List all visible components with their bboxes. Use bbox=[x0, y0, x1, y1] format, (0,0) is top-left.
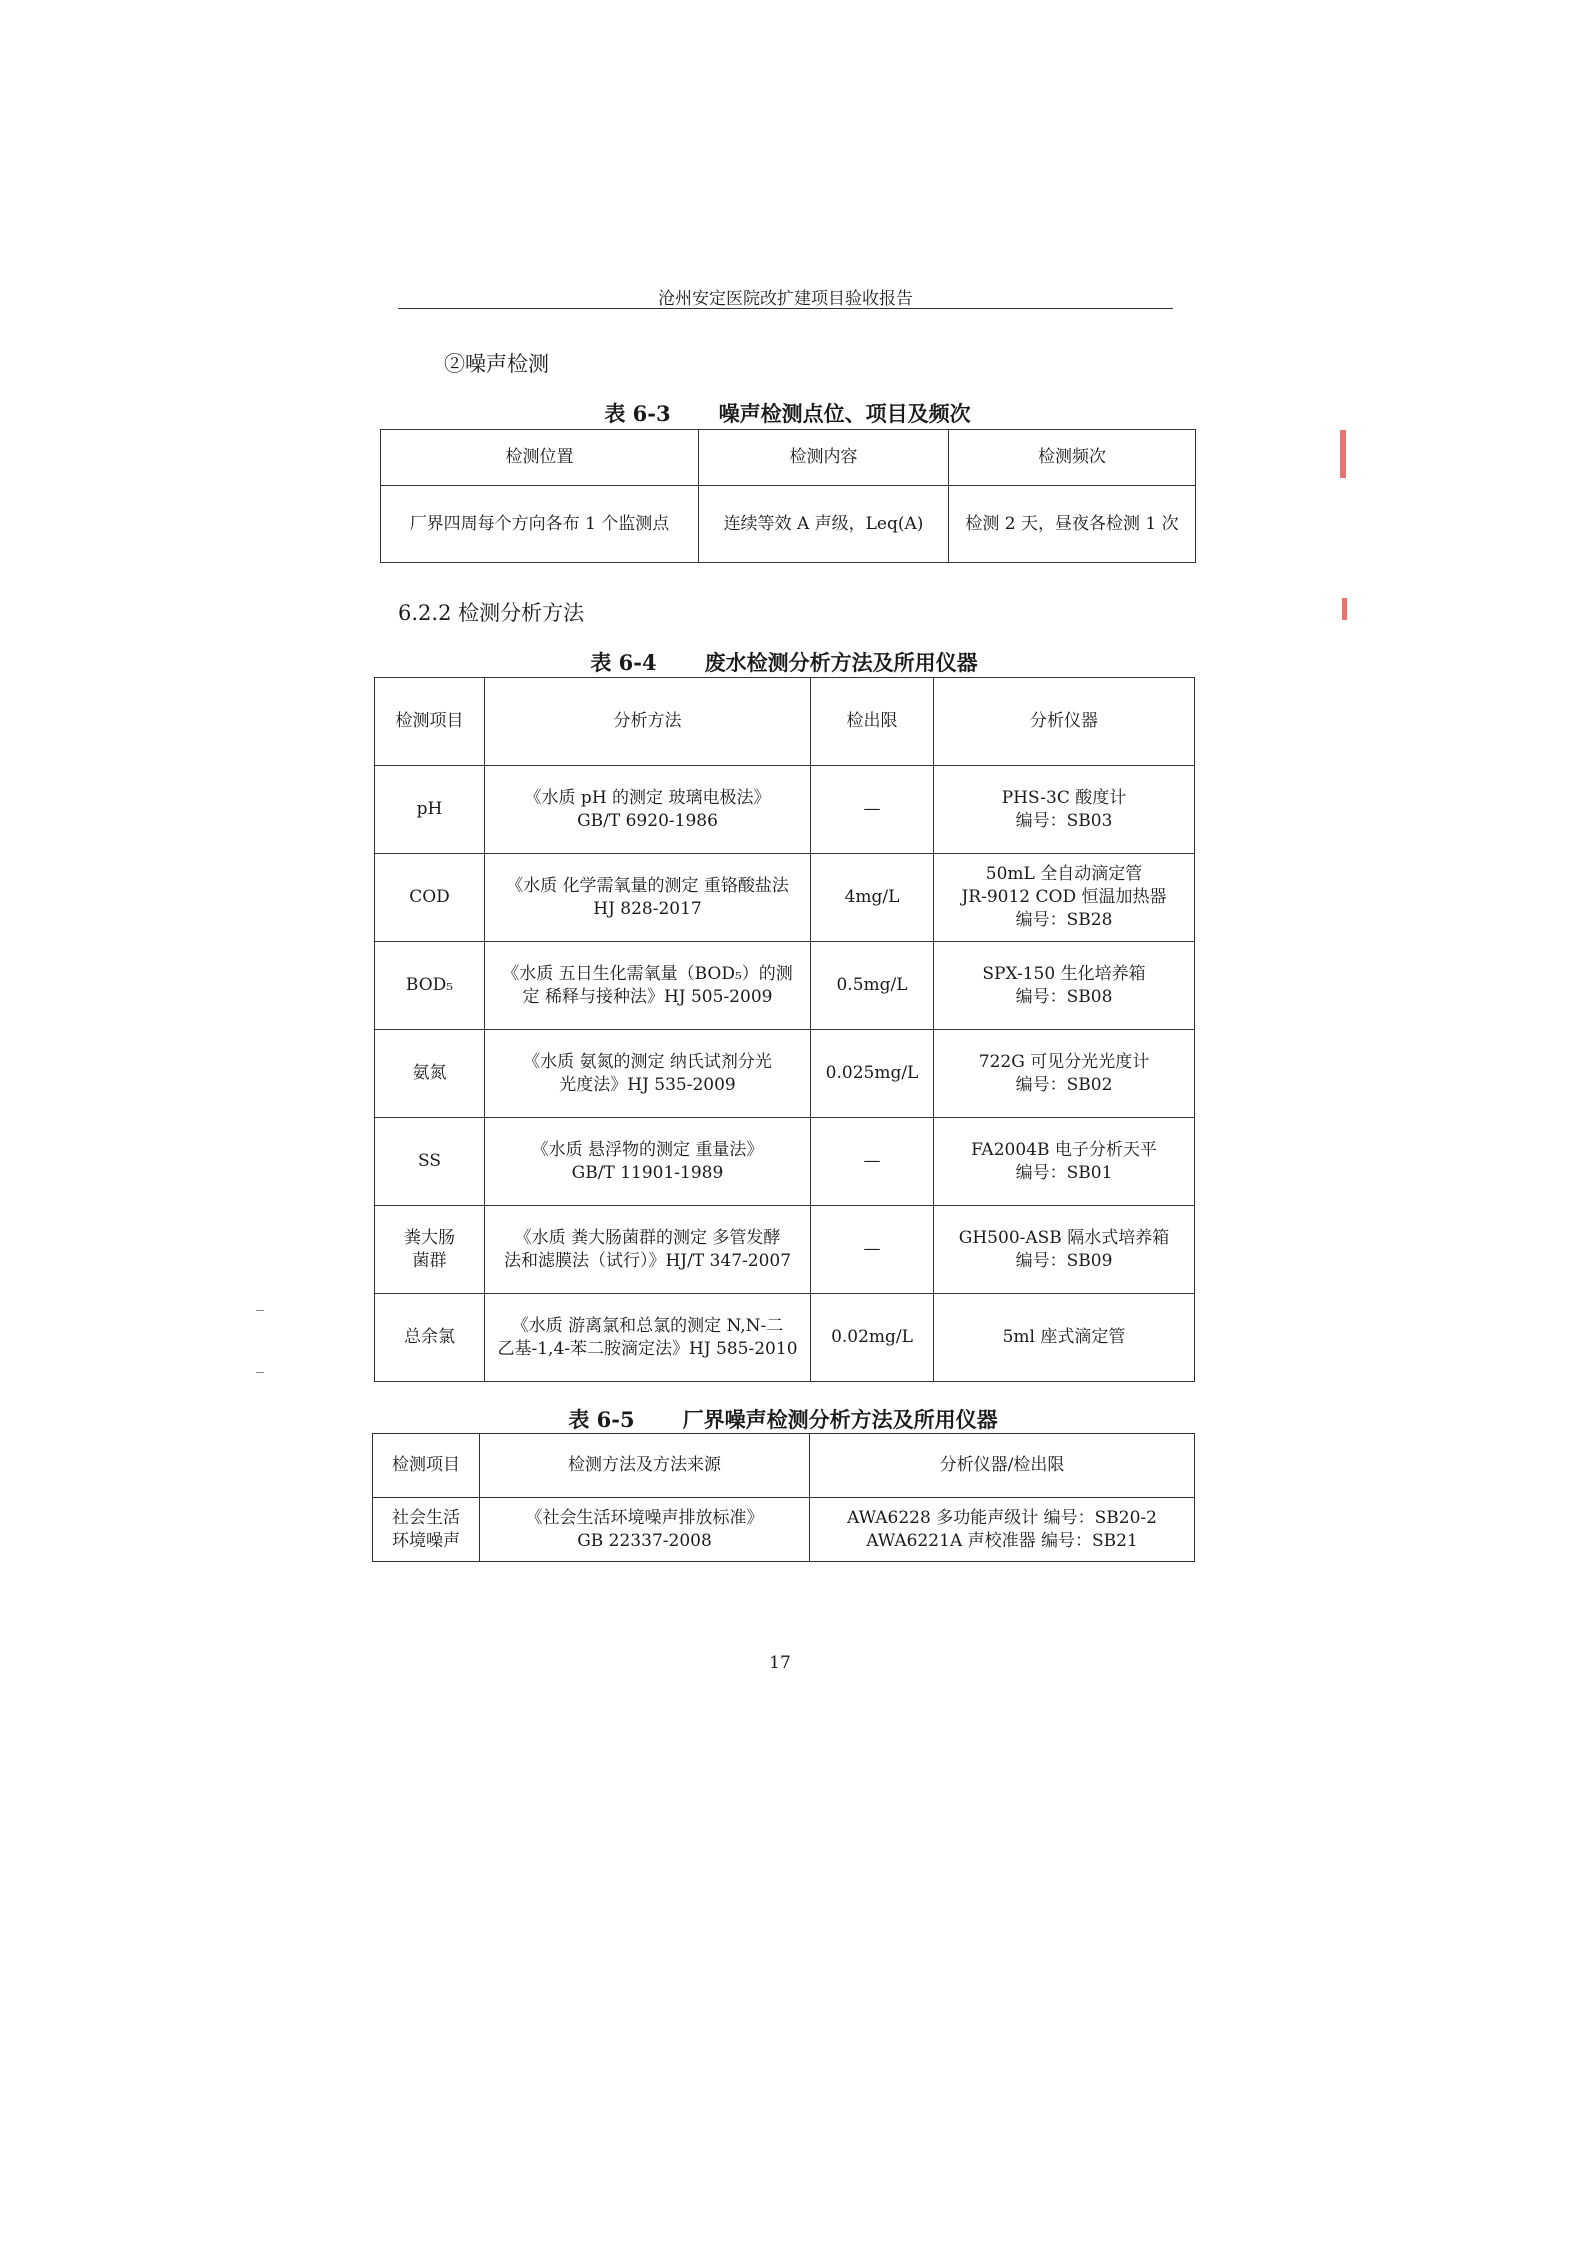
cell-line: 社会生活 bbox=[392, 1507, 460, 1528]
cell-line: pH bbox=[416, 799, 443, 820]
scan-edge-mark bbox=[256, 1372, 264, 1373]
table-6-4-caption-number: 表 6-4 bbox=[590, 650, 657, 675]
page-number: 17 bbox=[769, 1653, 791, 1673]
table-6-3-cell-content: 连续等效 A 声级，Leq(A) bbox=[699, 486, 949, 563]
cell-line: 《水质 粪大肠菌群的测定 多管发酵 bbox=[514, 1227, 781, 1248]
cell-line: 《水质 五日生化需氧量（BOD₅）的测 bbox=[502, 963, 793, 984]
table-row bbox=[375, 1206, 1195, 1294]
table-6-4-cell-method bbox=[485, 1118, 811, 1206]
cell-line: BOD₅ bbox=[405, 975, 454, 996]
table-6-3-header-row bbox=[381, 430, 1196, 486]
table-6-4-cell-method bbox=[485, 766, 811, 854]
table-6-4-cell-method bbox=[485, 942, 811, 1030]
seal-stamp-fragment bbox=[1342, 598, 1347, 620]
table-6-3 bbox=[380, 429, 1196, 563]
cell-line: GB 22337-2008 bbox=[577, 1530, 712, 1551]
table-6-4 bbox=[374, 677, 1195, 1382]
cell-line: 氨氮 bbox=[412, 1063, 447, 1084]
cell-line: 《水质 pH 的测定 玻璃电极法》 bbox=[524, 787, 771, 808]
cell-line: 定 稀释与接种法》HJ 505-2009 bbox=[522, 986, 773, 1007]
cell-line: 50mL 全自动滴定管 bbox=[985, 864, 1143, 885]
cell-line: 《水质 游离氯和总氯的测定 N,N-二 bbox=[511, 1315, 784, 1336]
table-6-5 bbox=[372, 1433, 1195, 1562]
table-6-3-col-content: 检测内容 bbox=[699, 430, 949, 486]
table-6-4-cell-instrument bbox=[934, 942, 1195, 1030]
cell-line: AWA6221A 声校准器 编号：SB21 bbox=[866, 1530, 1138, 1551]
table-6-5-col-item: 检测项目 bbox=[373, 1434, 480, 1498]
cell-line: 光度法》HJ 535-2009 bbox=[559, 1074, 736, 1095]
table-6-4-caption bbox=[374, 647, 1194, 677]
table-6-3-caption-number: 表 6-3 bbox=[604, 401, 671, 426]
table-6-4-cell-method bbox=[485, 1206, 811, 1294]
table-6-4-cell-item bbox=[375, 1030, 485, 1118]
cell-line: 编号：SB09 bbox=[1015, 1250, 1113, 1271]
cell-line: 《水质 氨氮的测定 纳氏试剂分光 bbox=[523, 1051, 772, 1072]
table-6-4-col-item: 检测项目 bbox=[375, 678, 485, 766]
table-6-5-cell-instrument bbox=[810, 1498, 1195, 1562]
table-row bbox=[375, 854, 1195, 942]
table-6-3-cell-location: 厂界四周每个方向各布 1 个监测点 bbox=[381, 486, 699, 563]
section-6-2-2-heading: 6.2.2 检测分析方法 bbox=[398, 601, 585, 625]
table-6-4-header-row bbox=[375, 678, 1195, 766]
cell-line: 722G 可见分光光度计 bbox=[978, 1051, 1150, 1072]
table-6-4-cell-item bbox=[375, 1118, 485, 1206]
table-row bbox=[381, 486, 1196, 563]
cell-line: 《水质 化学需氧量的测定 重铬酸盐法 bbox=[506, 875, 789, 896]
cell-line: SPX-150 生化培养箱 bbox=[982, 963, 1146, 984]
cell-line: 编号：SB28 bbox=[1015, 909, 1113, 930]
cell-line: GB/T 11901-1989 bbox=[571, 1162, 724, 1183]
cell-line: 《社会生活环境噪声排放标准》 bbox=[525, 1507, 764, 1528]
table-6-4-cell-limit: — bbox=[811, 1118, 934, 1206]
seal-stamp-fragment bbox=[1340, 430, 1346, 478]
cell-line: 法和滤膜法（试行）》HJ/T 347-2007 bbox=[503, 1250, 792, 1271]
cell-line: 菌群 bbox=[412, 1250, 447, 1271]
noise-section-heading: ②噪声检测 bbox=[444, 352, 549, 376]
table-row bbox=[375, 766, 1195, 854]
table-6-5-cell-item bbox=[373, 1498, 480, 1562]
table-6-4-cell-item bbox=[375, 942, 485, 1030]
table-6-4-col-method: 分析方法 bbox=[485, 678, 811, 766]
cell-line: 编号：SB02 bbox=[1015, 1074, 1113, 1095]
table-6-3-caption-text: 噪声检测点位、项目及频次 bbox=[718, 401, 971, 426]
table-6-5-caption bbox=[372, 1404, 1194, 1434]
header-rule bbox=[398, 308, 1173, 309]
table-6-4-caption-text: 废水检测分析方法及所用仪器 bbox=[704, 650, 978, 675]
cell-line: FA2004B 电子分析天平 bbox=[971, 1139, 1157, 1160]
table-6-3-col-location: 检测位置 bbox=[381, 430, 699, 486]
table-6-5-header-row bbox=[373, 1434, 1195, 1498]
table-6-4-cell-limit: — bbox=[811, 766, 934, 854]
cell-line: 《水质 悬浮物的测定 重量法》 bbox=[531, 1139, 764, 1160]
cell-line: 乙基-1,4-苯二胺滴定法》HJ 585-2010 bbox=[497, 1338, 798, 1359]
cell-line: HJ 828-2017 bbox=[593, 898, 702, 919]
table-6-3-col-frequency: 检测频次 bbox=[949, 430, 1196, 486]
table-6-4-cell-item bbox=[375, 1294, 485, 1382]
table-6-4-cell-limit: — bbox=[811, 1206, 934, 1294]
table-6-4-cell-limit: 0.025mg/L bbox=[811, 1030, 934, 1118]
table-6-4-col-limit: 检出限 bbox=[811, 678, 934, 766]
table-6-4-cell-instrument bbox=[934, 854, 1195, 942]
table-6-4-col-instrument: 分析仪器 bbox=[934, 678, 1195, 766]
cell-line: JR-9012 COD 恒温加热器 bbox=[961, 887, 1167, 908]
cell-line: GB/T 6920-1986 bbox=[577, 810, 718, 831]
cell-line: 总余氯 bbox=[404, 1327, 455, 1348]
cell-line: SS bbox=[418, 1151, 441, 1172]
cell-line: 编号：SB01 bbox=[1015, 1162, 1113, 1183]
table-6-4-cell-item bbox=[375, 1206, 485, 1294]
cell-line: PHS-3C 酸度计 bbox=[1001, 787, 1127, 808]
table-6-4-cell-limit: 0.02mg/L bbox=[811, 1294, 934, 1382]
table-6-5-col-method: 检测方法及方法来源 bbox=[480, 1434, 810, 1498]
table-6-4-cell-item bbox=[375, 766, 485, 854]
table-6-5-cell-method bbox=[480, 1498, 810, 1562]
table-row bbox=[375, 1030, 1195, 1118]
table-6-4-cell-instrument bbox=[934, 1030, 1195, 1118]
table-6-4-cell-method bbox=[485, 1294, 811, 1382]
table-row bbox=[375, 942, 1195, 1030]
table-6-5-caption-number: 表 6-5 bbox=[568, 1407, 635, 1432]
cell-line: 5ml 座式滴定管 bbox=[1002, 1327, 1126, 1348]
table-6-5-col-instrument: 分析仪器/检出限 bbox=[810, 1434, 1195, 1498]
cell-line: 粪大肠 bbox=[404, 1227, 455, 1248]
cell-line: 编号：SB08 bbox=[1015, 986, 1113, 1007]
running-header: 沧州安定医院改扩建项目验收报告 bbox=[658, 289, 913, 309]
table-6-5-caption-text: 厂界噪声检测分析方法及所用仪器 bbox=[682, 1407, 998, 1432]
table-6-4-cell-instrument bbox=[934, 1294, 1195, 1382]
table-6-4-cell-method bbox=[485, 1030, 811, 1118]
cell-line: GH500-ASB 隔水式培养箱 bbox=[958, 1227, 1170, 1248]
table-row bbox=[373, 1498, 1195, 1562]
cell-line: 编号：SB03 bbox=[1015, 810, 1113, 831]
table-6-4-cell-limit: 4mg/L bbox=[811, 854, 934, 942]
table-6-4-cell-item bbox=[375, 854, 485, 942]
table-6-3-cell-frequency: 检测 2 天，昼夜各检测 1 次 bbox=[949, 486, 1196, 563]
table-row bbox=[375, 1118, 1195, 1206]
table-6-4-body bbox=[375, 766, 1195, 1382]
scan-edge-mark bbox=[256, 1310, 264, 1311]
cell-line: COD bbox=[409, 887, 450, 908]
table-row bbox=[375, 1294, 1195, 1382]
table-6-4-cell-method bbox=[485, 854, 811, 942]
cell-line: 环境噪声 bbox=[392, 1530, 460, 1551]
table-6-4-cell-limit: 0.5mg/L bbox=[811, 942, 934, 1030]
table-6-3-caption bbox=[380, 398, 1195, 428]
table-6-4-cell-instrument bbox=[934, 1118, 1195, 1206]
table-6-4-cell-instrument bbox=[934, 766, 1195, 854]
table-6-4-cell-instrument bbox=[934, 1206, 1195, 1294]
cell-line: AWA6228 多功能声级计 编号：SB20-2 bbox=[847, 1507, 1157, 1528]
